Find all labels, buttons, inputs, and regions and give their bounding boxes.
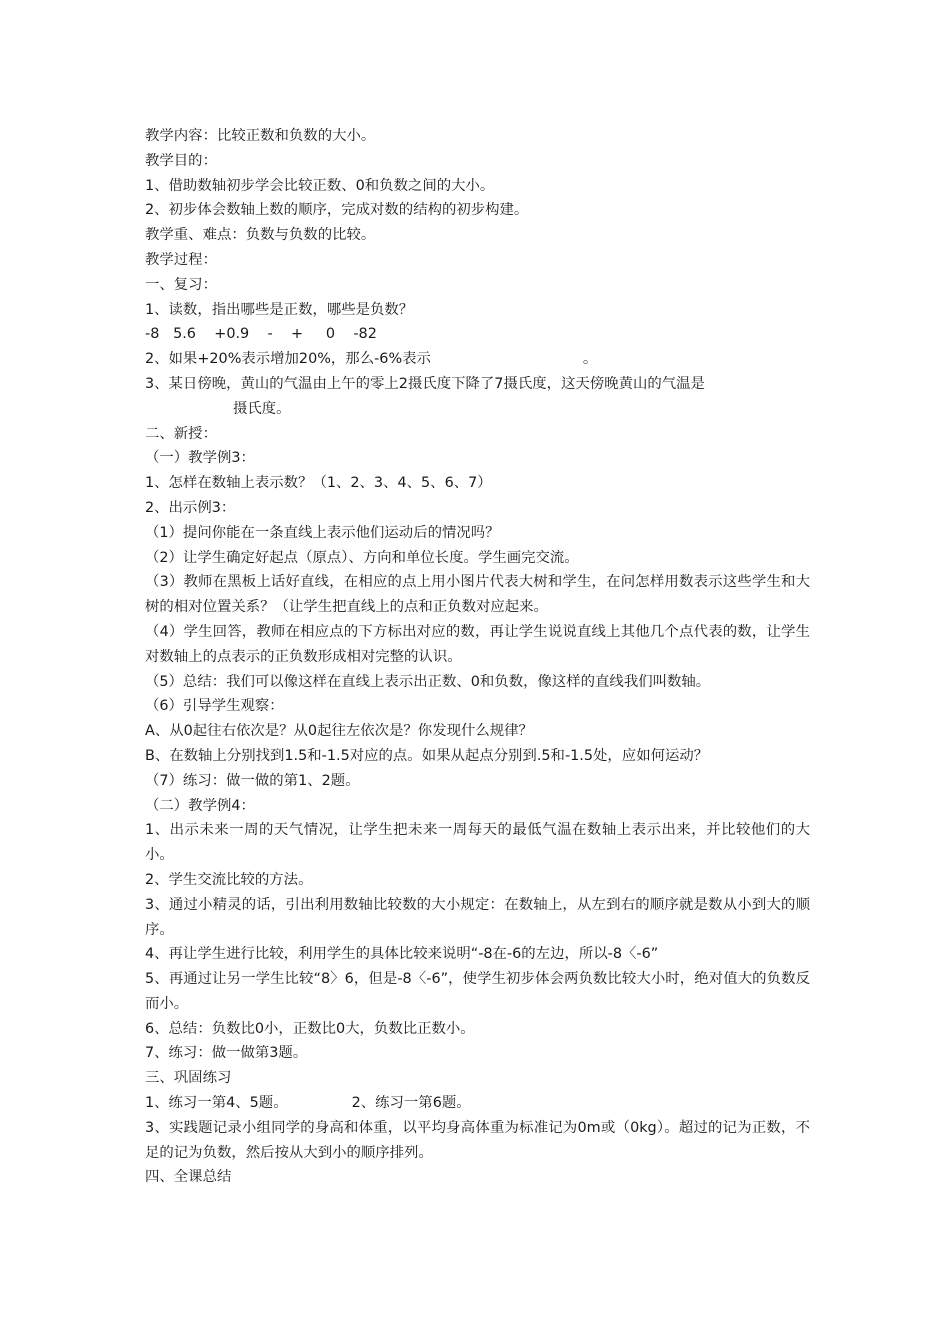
step-5: （5）总结：我们可以像这样在直线上表示出正数、0和负数，像这样的直线我们叫数轴。: [145, 673, 711, 690]
section-practice: 三、巩固练习: [145, 1070, 232, 1087]
review-item-3-cont: 摄氏度。: [233, 400, 291, 417]
review-item-2-text: 2、如果+20%表示增加20%，那么-6%表示: [145, 351, 431, 368]
step-4: （4）学生回答，教师在相应点的下方标出对应的数，再让学生说说直线上其他几个点代表的数，让学生对数轴上的点表示的正负数形成相对完整的认识。: [145, 623, 810, 665]
example-4-item-7: 7、练习：做一做第3题。: [145, 1045, 308, 1062]
step-7: （7）练习：做一做的第1、2题。: [145, 772, 360, 789]
step-1: （1）提问你能在一条直线上表示他们运动后的情况吗？: [145, 524, 500, 541]
example-4-item-6: 6、总结：负数比0小，正数比0大，负数比正数小。: [145, 1020, 475, 1037]
example-4-heading: （二）教学例4：: [145, 797, 255, 814]
content-heading: 教学内容：比较正数和负数的大小。: [145, 128, 376, 144]
objective-1: 1、借助数轴初步学会比较正数、0和负数之间的大小。: [145, 177, 495, 194]
process-heading: 教学过程：: [145, 251, 217, 268]
observation-a: A、从0起往右依次是？从0起往左依次是？你发现什么规律？: [145, 723, 533, 740]
section-review: 一、复习：: [145, 276, 217, 293]
document-page: [145, 124, 810, 1190]
example-3-heading: （一）教学例3：: [145, 450, 255, 467]
new-item-1: 1、怎样在数轴上表示数？（1、2、3、4、5、6、7）: [145, 475, 492, 492]
review-item-1: 1、读数，指出哪些是正数，哪些是负数？: [145, 301, 414, 318]
objective-heading: 教学目的：: [145, 152, 217, 169]
number-list: -8 5.6 +0.9 - + 0 -82: [145, 326, 377, 343]
example-4-item-2: 2、学生交流比较的方法。: [145, 871, 313, 888]
review-item-3: 3、某日傍晚，黄山的气温由上午的零上2摄氏度下降了7摄氏度，这天傍晚黄山的气温是: [145, 375, 705, 392]
section-summary: 四、全课总结: [145, 1169, 232, 1186]
example-4-item-4: 4、再让学生进行比较，利用学生的具体比较来说明“-8在-6的左边，所以-8〈-6”: [145, 946, 659, 963]
key-points: 教学重、难点：负数与负数的比较。: [145, 227, 376, 244]
section-new: 二、新授：: [145, 425, 217, 442]
objective-2: 2、初步体会数轴上数的顺序，完成对数的结构的初步构建。: [145, 202, 529, 219]
step-2: （2）让学生确定好起点（原点）、方向和单位长度。学生画完交流。: [145, 549, 579, 566]
review-item-2-end: 。: [582, 351, 598, 368]
practice-items: [145, 1091, 810, 1116]
practice-item-3: 3、实践题记录小组同学的身高和体重，以平均身高体重为标准记为0m或（0kg）。超过的记为正数，不足的记为负数，然后按从大到小的顺序排列。: [145, 1119, 810, 1161]
practice-item-1: 1、练习一第4、5题。: [145, 1095, 288, 1112]
review-item-2: [145, 347, 810, 372]
example-4-item-3: 3、通过小精灵的话，引出利用数轴比较数的大小规定：在数轴上，从左到右的顺序就是数从小到大的顺序。: [145, 896, 810, 938]
observation-b: B、在数轴上分别找到1.5和-1.5对应的点。如果从起点分别到.5和-1.5处，应如何运动？: [145, 747, 709, 764]
practice-item-2: 2、练习一第6题。: [351, 1095, 471, 1112]
example-4-item-1: 1、出示未来一周的天气情况，让学生把未来一周每天的最低气温在数轴上表示出来，并比较他们的大小。: [145, 822, 810, 864]
example-4-item-5: 5、再通过让另一学生比较“8〉6，但是-8〈-6”，使学生初步体会两负数比较大小时，绝对值大的负数反而小。: [145, 971, 810, 1012]
step-3: （3）教师在黑板上话好直线，在相应的点上用小图片代表大树和学生，在问怎样用数表示这些学生和大树的相对位置关系？（让学生把直线上的点和正负数对应起来。: [145, 574, 810, 616]
step-6: （6）引导学生观察：: [145, 698, 284, 715]
new-item-2: 2、出示例3：: [145, 499, 236, 516]
